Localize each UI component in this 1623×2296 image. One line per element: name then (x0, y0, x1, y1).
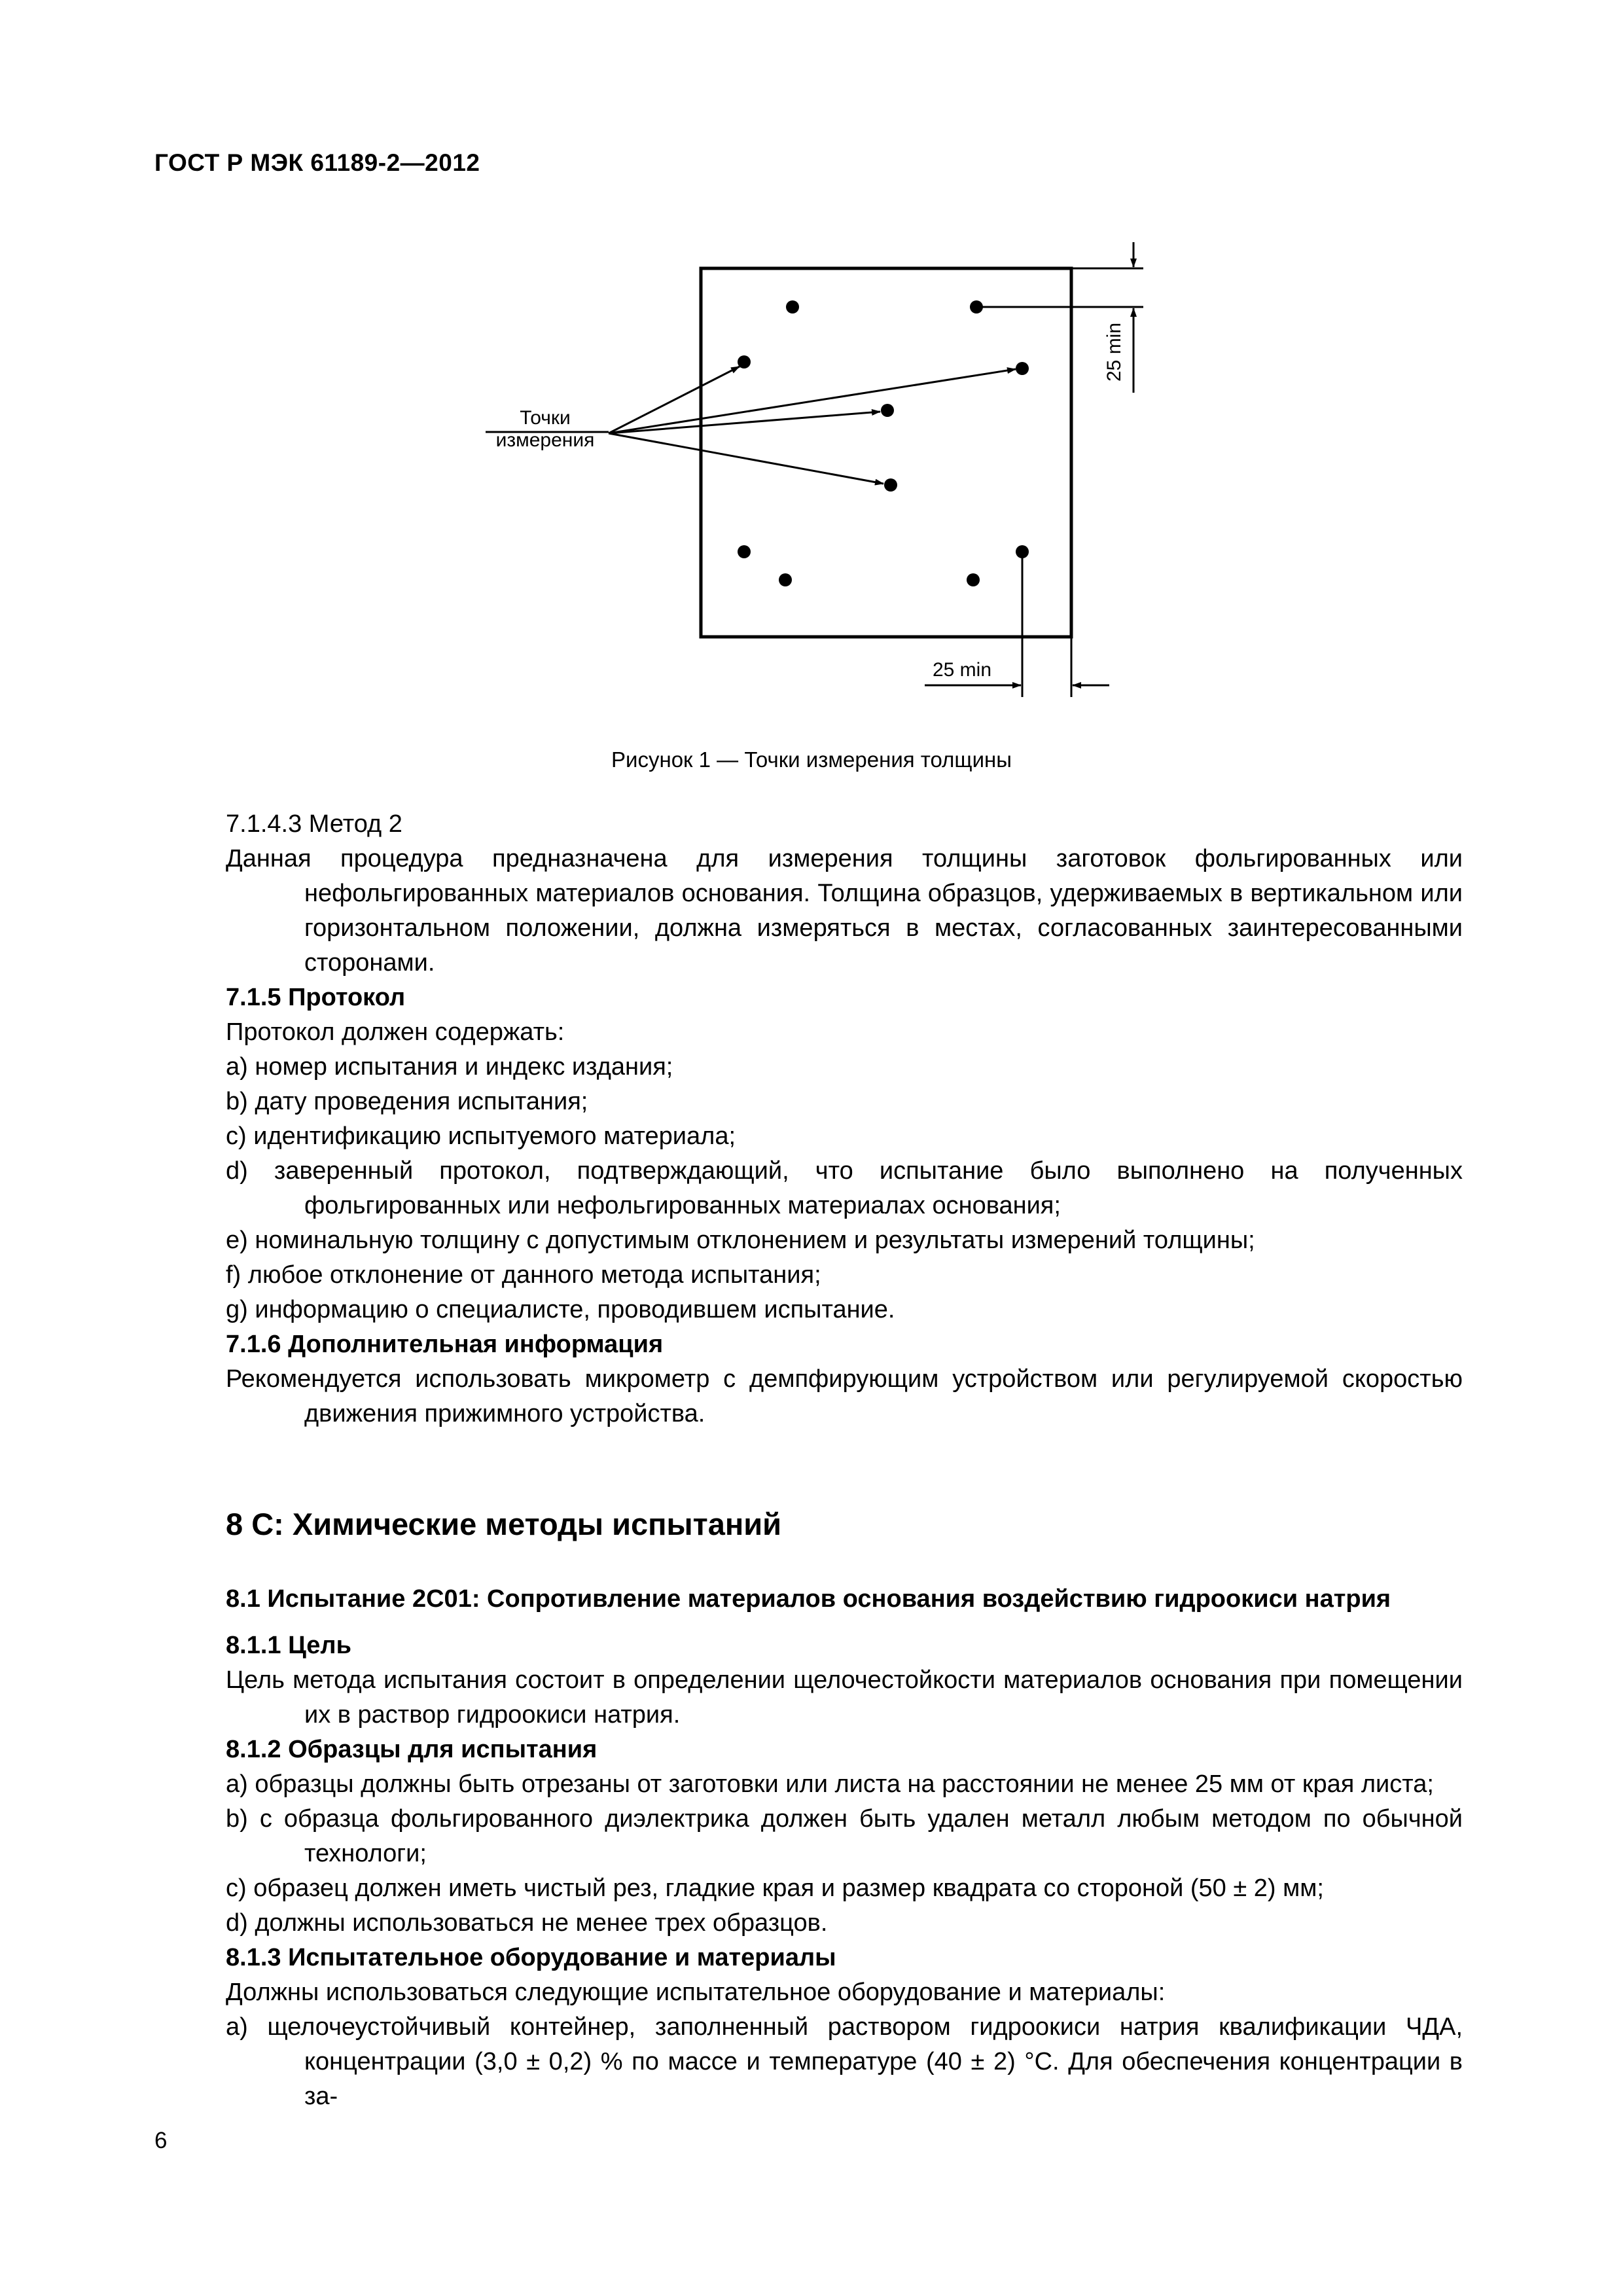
page-number: 6 (154, 2128, 168, 2153)
point-6 (884, 478, 897, 492)
point-4 (1016, 362, 1029, 375)
section-813-intro: Должны использоваться следующие испытательное оборудование и материалы: (226, 1979, 1166, 2006)
section-8-title: 8 C: Химические методы испытаний (226, 1507, 782, 1541)
point-9 (967, 573, 980, 586)
section-715-title: 7.1.5 Протокол (226, 984, 406, 1011)
measurement-points (738, 300, 1029, 586)
section-81-title: 8.1 Испытание 2C01: Сопротивление материалов основания воздействию гидроокиси натрия (226, 1585, 1391, 1613)
section-715-item-a: a) номер испытания и индекс издания; (226, 1053, 673, 1081)
section-715-item-d: d) заверенный протокол, подтверждающий, что испытание было выполнено на полученных фольгированных или нефольгированных материалах основания; (226, 1157, 1463, 1219)
figure-caption: Рисунок 1 — Точки измерения толщины (611, 747, 1012, 772)
point-1 (786, 300, 799, 314)
section-716-title: 7.1.6 Дополнительная информация (226, 1331, 664, 1358)
section-715-item-c: c) идентификацию испытуемого материала; (226, 1122, 736, 1150)
section-811-title: 8.1.1 Цель (226, 1632, 351, 1659)
dimension-horizontal-label: 25 min (932, 659, 992, 681)
section-7143-title: 7.1.4.3 Метод 2 (226, 810, 402, 838)
section-813-item-a: а) щелочеустойчивый контейнер, заполненный раствором гидроокиси натрия квалификации ЧДА, концентрации (3,0 ± 0,2) % по массе и температуре (40 ± 2) °С. Для обеспечения концентрации в за- (226, 2013, 1463, 2110)
section-715-item-b: b) дату проведения испытания; (226, 1088, 588, 1115)
document-body (226, 807, 1463, 2114)
section-715-item-f: f) любое отклонение от данного метода испытания; (226, 1261, 821, 1289)
specimen-square (701, 268, 1071, 637)
dimension-vertical-label: 25 min (1103, 322, 1125, 382)
section-813-title: 8.1.3 Испытательное оборудование и материалы (226, 1944, 836, 1971)
section-7143-text: Данная процедура предназначена для измерения толщины заготовок фольгированных или нефольгированных материалов основания. Толщина образцов, удерживаемых в вертикальном или горизонтальном положении, должна измеряться в местах, согласованных заинтересованными сторонами. (226, 845, 1463, 977)
point-7 (738, 545, 751, 558)
section-812-item-b: b) с образца фольгированного диэлектрика должен быть удален металл любым методом по обычной технологи; (226, 1805, 1463, 1867)
figure-measurement-points (458, 229, 1178, 713)
section-811-text: Цель метода испытания состоит в определении щелочестойкости материалов основания при помещении их в раствор гидроокиси натрия. (226, 1666, 1463, 1729)
section-715-item-g: g) информацию о специалисте, проводившем испытание. (226, 1296, 895, 1323)
section-715-item-e: e) номинальную толщину с допустимым отклонением и результаты измерений толщины; (226, 1227, 1255, 1254)
point-8 (779, 573, 792, 586)
document-header: ГОСТ Р МЭК 61189-2—2012 (154, 149, 480, 176)
label-arrows (609, 367, 1016, 484)
figure-label-line2: измерения (495, 429, 595, 451)
section-812-item-c: c) образец должен иметь чистый рез, гладкие края и размер квадрата со стороной (50 ± 2) мм; (226, 1874, 1324, 1902)
section-812-item-a: а) образцы должны быть отрезаны от заготовки или листа на расстоянии не менее 25 мм от края листа; (226, 1770, 1434, 1798)
section-715-intro: Протокол должен содержать: (226, 1018, 565, 1046)
figure-label-line1: Точки (520, 407, 571, 429)
section-812-item-d: d) должны использоваться не менее трех образцов. (226, 1909, 828, 1937)
point-5 (881, 404, 894, 417)
section-812-title: 8.1.2 Образцы для испытания (226, 1736, 597, 1763)
section-716-text: Рекомендуется использовать микрометр с демпфирующим устройством или регулируемой скоростью движения прижимного устройства. (226, 1365, 1463, 1427)
